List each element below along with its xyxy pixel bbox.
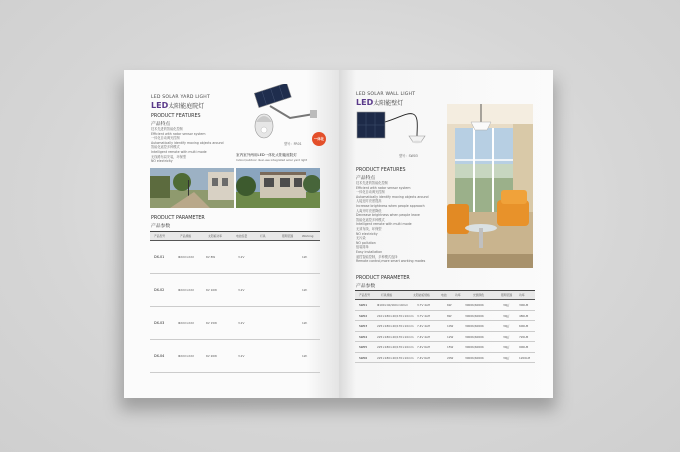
feature-line: 人接近时亮度提高 — [356, 199, 382, 204]
right-title-led: LED — [356, 98, 374, 107]
table-row — [150, 307, 320, 340]
th-area: 照明范围 — [501, 293, 513, 297]
cell-lumen: 720LM — [519, 334, 529, 339]
cell-spec: ΦXXX×XXX — [178, 354, 195, 358]
cell-panel: 7.4V 6AH — [417, 355, 431, 360]
left-param-table — [150, 231, 320, 373]
feature-line: Intelligent remote with multi mode — [151, 149, 207, 154]
cell-lumen: 480LM — [519, 313, 529, 318]
left-features-en: PRODUCT FEATURES — [151, 114, 201, 119]
integrated-badge: 一体化 — [312, 132, 326, 146]
cell-model: SW06 — [359, 355, 368, 360]
cell-panel: 7.4V 4AH — [417, 334, 431, 339]
cell-model: DX-04 — [154, 354, 165, 358]
feature-line: 无污染 — [356, 236, 366, 241]
left-param-cn: 产品参数 — [151, 224, 171, 229]
feature-line: Efficient with radar sensor system — [356, 185, 411, 190]
cell-area: 30㎡ — [503, 324, 510, 328]
cell-panel: 6V 20W — [206, 354, 217, 358]
cell-power: 6W — [447, 303, 452, 307]
cell-color: 3000K/6000K — [465, 334, 484, 339]
th-lumen: 功率 — [519, 293, 525, 297]
feature-line: 人离开时亮度降低 — [356, 208, 382, 213]
cell-time: 12h — [302, 255, 308, 259]
cell-spec: 210×180×40/170×10mm — [377, 313, 414, 318]
feature-line: 组装简单 — [356, 245, 369, 250]
cell-spec: ΦXXX×XXX — [178, 255, 195, 259]
feature-line: 智能化遥控多种模式 — [151, 145, 180, 150]
feature-line: Decrease brightness when people leave — [356, 213, 420, 218]
cell-spec: ΦXXX×XXX — [178, 288, 195, 292]
cell-color: 3000K/6000K — [465, 303, 484, 307]
feature-line: 智能化遥控多种模式 — [356, 217, 385, 222]
table-row — [355, 321, 535, 332]
feature-line: Automatically identify moving objects around — [151, 140, 224, 145]
feature-line: NO electricity — [356, 231, 378, 236]
cell-area: 30㎡ — [503, 313, 510, 318]
feature-line: Easy installation — [356, 249, 383, 254]
feature-line: Automatically identify moving objects around — [356, 194, 429, 199]
cell-time: 12h — [302, 288, 308, 292]
feature-line: 技术先进的智能化控制 — [151, 127, 183, 131]
left-page — [124, 70, 339, 398]
th-panel: 太阳板功率 — [208, 234, 222, 238]
cell-area: 30㎡ — [503, 355, 510, 360]
left-features-list — [151, 127, 224, 164]
right-kicker: LED SOLAR WALL LIGHT — [356, 92, 416, 97]
cell-color: 3000K/6000K — [465, 324, 484, 328]
right-param-en: PRODUCT PARAMETER — [356, 276, 410, 281]
cell-area: 30㎡ — [503, 303, 510, 307]
left-caption-en: Indoor/outdoor dual-use integrated solar yard light — [236, 158, 308, 162]
right-title-cn: 太阳能壁灯 — [373, 100, 404, 107]
feature-line: 一体化自动调光控制 — [151, 136, 180, 141]
right-features-en: PRODUCT FEATURES — [356, 168, 406, 173]
th-spec: 灯具规格 — [381, 293, 393, 297]
wall-light-illustration — [355, 108, 441, 154]
feature-line: Intelligent remote with multi mode — [356, 222, 412, 227]
right-title — [356, 98, 403, 107]
cell-color: 3000K/6000K — [465, 345, 484, 349]
right-param-table — [355, 290, 535, 363]
right-model-label: 型号： — [399, 154, 409, 158]
cell-time: 12h — [302, 354, 308, 358]
cell-model: SW02 — [359, 313, 368, 318]
left-kicker: LED SOLAR YARD LIGHT — [151, 95, 210, 100]
left-title — [151, 101, 204, 110]
cell-panel: 7.4V 6AH — [417, 345, 431, 349]
feature-line: 遥控智能控制，多种模式选择 — [356, 254, 398, 259]
cell-model: DX-01 — [154, 255, 165, 259]
th-spec: 产品规格 — [180, 234, 192, 238]
cell-battery: 3.2V — [238, 354, 245, 358]
table-row — [355, 332, 535, 343]
cell-power: 10W — [447, 324, 454, 328]
cell-panel: 6V 10W — [206, 288, 217, 292]
left-model-code: FR01 — [293, 142, 302, 146]
left-features-cn: 产品特点 — [151, 122, 171, 127]
feature-line: NO pollution — [356, 240, 376, 245]
feature-line: Remote control,more smart working modes — [356, 259, 426, 264]
left-model-label: 型号： — [284, 142, 294, 146]
th-model: 产品型号 — [359, 293, 371, 297]
right-features-cn: 产品特点 — [356, 176, 376, 181]
cell-model: SW03 — [359, 324, 368, 328]
cell-power: 8W — [447, 313, 452, 318]
cell-panel: 6V 8W — [206, 255, 216, 259]
cell-spec: 225×180×40/170×10mm — [377, 334, 414, 339]
left-title-cn: 太阳能庭院灯 — [168, 103, 205, 110]
cell-spec: 225×180×40/170×10mm — [377, 345, 414, 349]
cell-power: 12W — [447, 334, 454, 339]
cell-color: 3000K/6000K — [465, 355, 484, 360]
th-panel: 太阳能板规格 — [413, 293, 430, 297]
cell-spec: Φ100×40/160×10mm — [377, 303, 409, 307]
feature-line: 技术先进的智能化控制 — [356, 181, 388, 185]
feature-line: Efficient with radar sensor system — [151, 131, 206, 136]
cell-power: 20W — [447, 355, 454, 360]
cell-panel: 3.7V 4AH — [417, 313, 431, 318]
cell-area: 30㎡ — [503, 334, 510, 339]
right-model-code: SW03 — [408, 154, 418, 158]
table-row — [150, 241, 320, 274]
cell-model: DX-03 — [154, 321, 165, 325]
table-header-row — [150, 232, 320, 241]
left-model — [284, 142, 302, 147]
cell-panel: 3.7V 4AH — [417, 303, 431, 307]
th-working: Working — [302, 234, 314, 238]
table-row — [355, 342, 535, 353]
garden-photo-2 — [236, 168, 320, 208]
cell-model: DX-02 — [154, 288, 165, 292]
left-caption-cn: 室内室外两用LED一体化太阳能庭院灯 — [236, 153, 297, 157]
table-row — [355, 311, 535, 322]
th-range: 照明范围 — [282, 234, 294, 238]
table-row — [150, 340, 320, 373]
cell-lumen: 1200LM — [519, 355, 531, 360]
cell-battery: 3.2V — [238, 255, 245, 259]
cell-model: SW01 — [359, 303, 368, 307]
cell-spec: 225×180×40/170×10mm — [377, 355, 414, 360]
cell-model: SW04 — [359, 334, 368, 339]
right-page — [339, 70, 553, 398]
cell-power: 15W — [447, 345, 454, 349]
th-model: 产品型号 — [154, 234, 166, 238]
cell-lumen: 300LM — [519, 303, 529, 307]
right-features-list — [356, 181, 429, 264]
cell-color: 3000K/6000K — [465, 313, 484, 318]
cell-lumen: 600LM — [519, 324, 529, 328]
cell-spec: ΦXXX×XXX — [178, 321, 195, 325]
table-row — [355, 353, 535, 364]
right-param-cn: 产品参数 — [356, 284, 376, 289]
feature-line: 无线路布局安装，环保型 — [151, 154, 187, 159]
table-row — [355, 300, 535, 311]
cell-area: 30㎡ — [503, 345, 510, 349]
table-header-row — [355, 291, 535, 300]
feature-line: NO electricity — [151, 159, 173, 164]
cell-panel: 7.4V 4AH — [417, 324, 431, 328]
yard-light-illustration — [242, 84, 322, 152]
cell-battery: 3.2V — [238, 288, 245, 292]
feature-line: 一体化自动调光控制 — [356, 190, 385, 195]
th-battery: 电池 — [441, 293, 447, 297]
left-param-en: PRODUCT PARAMETER — [151, 216, 205, 221]
cell-battery: 3.2V — [238, 321, 245, 325]
garden-photo-1 — [150, 168, 234, 208]
feature-line: 无须布线，环保型 — [356, 226, 382, 231]
cell-time: 12h — [302, 321, 308, 325]
th-power: 功率 — [455, 293, 461, 297]
interior-photo — [447, 104, 533, 268]
feature-line: Increase brightness when people approach — [356, 203, 425, 208]
cell-model: SW05 — [359, 345, 368, 349]
right-model — [399, 154, 418, 159]
th-battery: 电池容量 — [236, 234, 248, 238]
table-row — [150, 274, 320, 307]
cell-panel: 6V 15W — [206, 321, 217, 325]
left-title-led: LED — [151, 101, 169, 110]
th-color: 光源颜色 — [473, 293, 485, 297]
cell-spec: 225×180×40/170×10mm — [377, 324, 414, 328]
cell-lumen: 900LM — [519, 345, 529, 349]
th-lamp: 灯具 — [260, 234, 266, 238]
